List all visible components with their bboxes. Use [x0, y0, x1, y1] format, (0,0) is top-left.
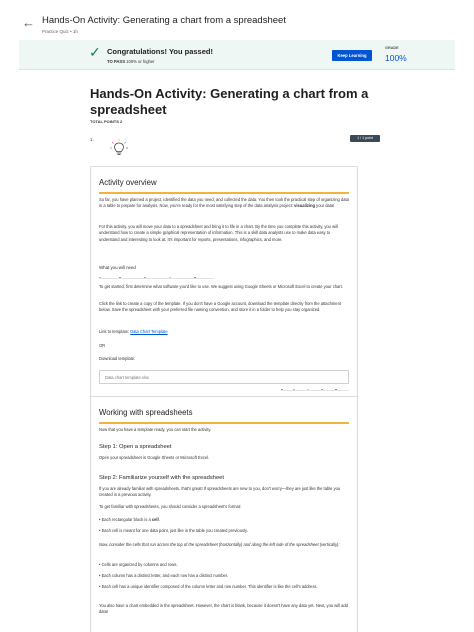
overview-text-end: your data! — [315, 203, 335, 209]
working-intro: Now that you have a template ready, you can start the activity. — [99, 427, 212, 432]
overview-paragraph-1 — [99, 197, 351, 210]
format-intro: To get familiar with spreadsheets, you should consider a spreadsheet's format: — [99, 504, 242, 509]
keep-learning-button[interactable]: Keep Learning — [332, 50, 372, 61]
step-2-text: If you are already familiar with spreadsheets, that's great! If spreadsheets are new to you, don't worry—they are just like the table you created in a previous activity. — [99, 486, 341, 498]
link-label: Link to template: — [99, 329, 131, 334]
divider-line-right — [281, 390, 349, 391]
template-link-line — [99, 329, 351, 335]
data-chart-template-link[interactable]: Data Chart Template — [130, 329, 168, 334]
to-pass-value: 100% or higher — [126, 59, 155, 64]
bullet-cell-end: . — [158, 517, 160, 522]
top-bar — [0, 0, 474, 40]
note-italic: Now, consider the cells that run across the top of the spreadsheet (horizontally) and along the left side of the spreadsheet (vertically): — [99, 542, 340, 547]
attachment-filename: Data chart template.xlsx — [105, 375, 149, 380]
working-title: Working with spreadsheets — [99, 408, 193, 417]
header-title: Hands-On Activity: Generating a chart from a spreadsheet — [42, 15, 286, 26]
bullet-letters-numbers: • Each column has a distinct letter, and each row has a distinct number. — [99, 573, 229, 578]
need-title: What you will need — [99, 265, 136, 270]
paragraph-template: Click the link to create a copy of the template. If you don't have a Google account, download the template directly from the attachment below. Save the spreadsheet with your preferred file naming convention, and store it in a folder to help you stay organized. — [99, 301, 341, 313]
note-text — [99, 542, 351, 548]
bullet-cell-text: Each rectangular block is a — [101, 517, 152, 522]
grade-label: GRADE — [385, 46, 399, 50]
bullet-columns-rows: • Cells are organized by columns and rows. — [99, 562, 178, 567]
to-pass-text — [107, 59, 155, 64]
checkmark-icon: ✓ — [89, 44, 101, 60]
bullet-cell-term: cell — [151, 517, 159, 522]
template-attachment[interactable] — [99, 370, 349, 384]
bullet-data-point-text: Each cell is meant for one data point, just like in the table you created previously. — [101, 528, 248, 533]
or-text: OR — [99, 343, 106, 348]
title-rule — [99, 192, 349, 194]
page-title: Hands-On Activity: Generating a chart from a spreadsheet — [90, 86, 369, 117]
points-badge: 1 / 1 point — [350, 135, 380, 142]
bullet-letters-numbers-text: Each column has a distinct letter, and each row has a distinct number. — [101, 573, 229, 578]
paragraph-get-started: To get started, first determine what software you'd like to use. We suggest using Google Sheets or Microsoft Excel to create your chart. — [99, 284, 343, 289]
bullet-identifier-text: Each cell has a unique identifier composed of the column letter and row number. This identifier is like the cell's address. — [101, 584, 318, 589]
congrats-text: Congratulations! You passed! — [107, 47, 213, 56]
lightbulb-icon — [109, 138, 129, 158]
step-1-text: Open your spreadsheet in Google Sheets or Microsoft Excel. — [99, 455, 210, 460]
chart-embedded-text: You also have a chart embedded in the spreadsheet. However, the chart is blank, because it doesn't have any data yet. Next, you will add data! — [99, 603, 348, 615]
working-with-spreadsheets-card — [90, 396, 358, 632]
divider-line-left — [99, 278, 214, 279]
download-label: Download template: — [99, 356, 136, 361]
result-banner — [19, 40, 455, 70]
bullet-columns-rows-text: Cells are organized by columns and rows. — [101, 562, 178, 567]
back-arrow-icon[interactable]: ← — [22, 15, 35, 30]
step-2-heading: Step 2: Familiarize yourself with the spreadsheet — [99, 475, 225, 481]
header-subtitle: Practice Quiz • 1h — [42, 29, 78, 34]
bullet-identifier: • Each cell has a unique identifier composed of the column letter and row number. This identifier is like the cell's address. — [99, 584, 318, 589]
bullet-cell: • Each rectangular block is a cell. — [99, 517, 160, 522]
step-1-heading: Step 1: Open a spreadsheet — [99, 444, 172, 450]
activity-overview-title: Activity overview — [99, 178, 157, 187]
overview-paragraph-2: For this activity, you will move your data to a spreadsheet and bring it to life in a chart. By the time you complete this activity, you will understand how to create a simple graphical representation of information. This is a skill data analysts use to make data easy to understand and interesting to look at. It's important for reports, presentations, infographics, and more. — [99, 224, 338, 242]
grade-value: 100% — [385, 53, 407, 63]
question-number: 1. — [90, 137, 94, 142]
overview-emphasis: visualizing — [294, 203, 316, 209]
overview-text: So far, you have planned a project, identified the data you need, and collected the data. You then took the practical step of organizing data in a table to prepare for analysis. Now, you're ready for the most satisfying step of the data analysis project: — [99, 197, 349, 209]
activity-overview-card — [90, 166, 358, 398]
total-points: TOTAL POINTS 2 — [90, 119, 123, 124]
title-rule — [99, 422, 349, 424]
to-pass-label: TO PASS — [107, 59, 125, 64]
bullet-data-point: • Each cell is meant for one data point, just like in the table you created previously. — [99, 528, 248, 533]
